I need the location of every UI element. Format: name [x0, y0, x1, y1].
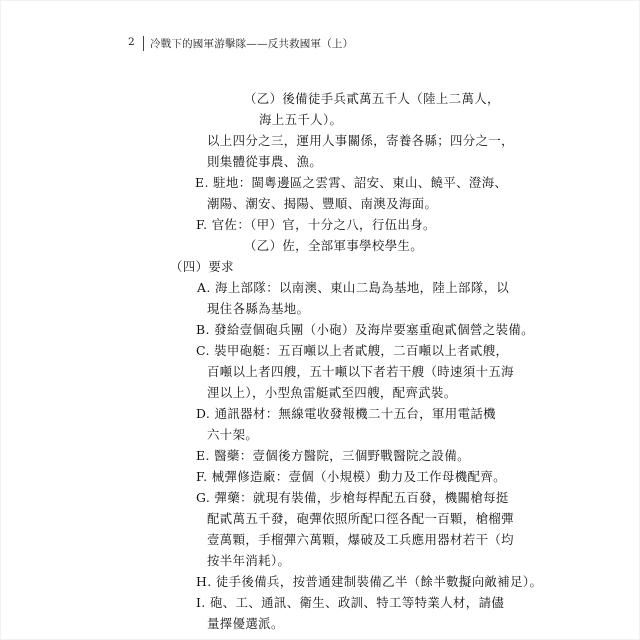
list-item-e2: E. 醫藥：壹個後方醫院，三個野戰醫院之設備。 — [196, 448, 470, 463]
list-item-h: H. 徒手後備兵，按普通建制裝備乙半（餘半數擬向敵補足）。 — [196, 574, 543, 589]
text-line: 壹萬顆，手榴彈六萬顆，爆破及工兵應用器材若干（均 — [207, 532, 514, 547]
text-line: 六十架。 — [207, 427, 259, 442]
text-line: 百噸以上者四艘，五十噸以下者若干艘（時速須十五海 — [207, 364, 514, 379]
page-number: 2 — [128, 36, 135, 48]
section-heading: （四）要求 — [170, 259, 234, 274]
list-item-c: C. 裝甲砲艇：五百噸以上者貳艘，二百噸以上者貳艘， — [196, 343, 509, 358]
text-line: 則集體從事農、漁。 — [207, 154, 323, 169]
list-item-d: D. 通訊器材：無線電收發報機二十五台，軍用電話機 — [196, 406, 496, 421]
list-item-g: G. 彈藥：就現有裝備，步槍每桿配五百發，機關槍每挺 — [196, 490, 509, 505]
list-item-f: F. 官佐：（甲）官，十分之八，行伍出身。 — [196, 217, 436, 232]
list-item-f2: F. 械彈修造廠：壹個（小規模）動力及工作母機配齊。 — [196, 469, 506, 484]
text-line: 以上四分之三，運用人事關係，寄養各縣；四分之一， — [207, 133, 514, 148]
text-line: 海上五千人）。 — [259, 112, 343, 127]
text-line: 按半年消耗）。 — [207, 553, 291, 568]
text-line: 潮陽、潮安、揭陽、豐順、南澳及海面。 — [207, 196, 438, 211]
list-item-e: E. 駐地：閩粵邊區之雲霄、詔安、東山、饒平、澄海、 — [195, 175, 508, 190]
text-line: 配貳萬五千發，砲彈依照所配口徑各配一百顆，槍榴彈 — [207, 511, 514, 526]
text-line: 量擇優選派。 — [207, 616, 284, 631]
running-title: 冷戰下的國軍游擊隊——反共救國軍（上） — [150, 38, 354, 50]
text-line: 現住各縣為基地。 — [207, 301, 310, 316]
list-item-a: A. 海上部隊：以南澳、東山二島為基地，陸上部隊，以 — [197, 280, 510, 295]
list-item-b: B. 發給壹個砲兵團（小砲）及海岸要塞重砲貳個營之裝備。 — [196, 322, 534, 337]
text-line: （乙）佐，全部軍事學校學生。 — [244, 238, 424, 253]
text-line: 浬以上），小型魚雷艇貳至四艘，配齊武裝。 — [207, 385, 457, 400]
list-item-i: I. 砲、工、通訊、衛生、政訓、特工等特業人材，請儘 — [196, 595, 505, 610]
text-line: （乙）後備徒手兵貳萬五千人（陸上二萬人， — [244, 91, 500, 106]
